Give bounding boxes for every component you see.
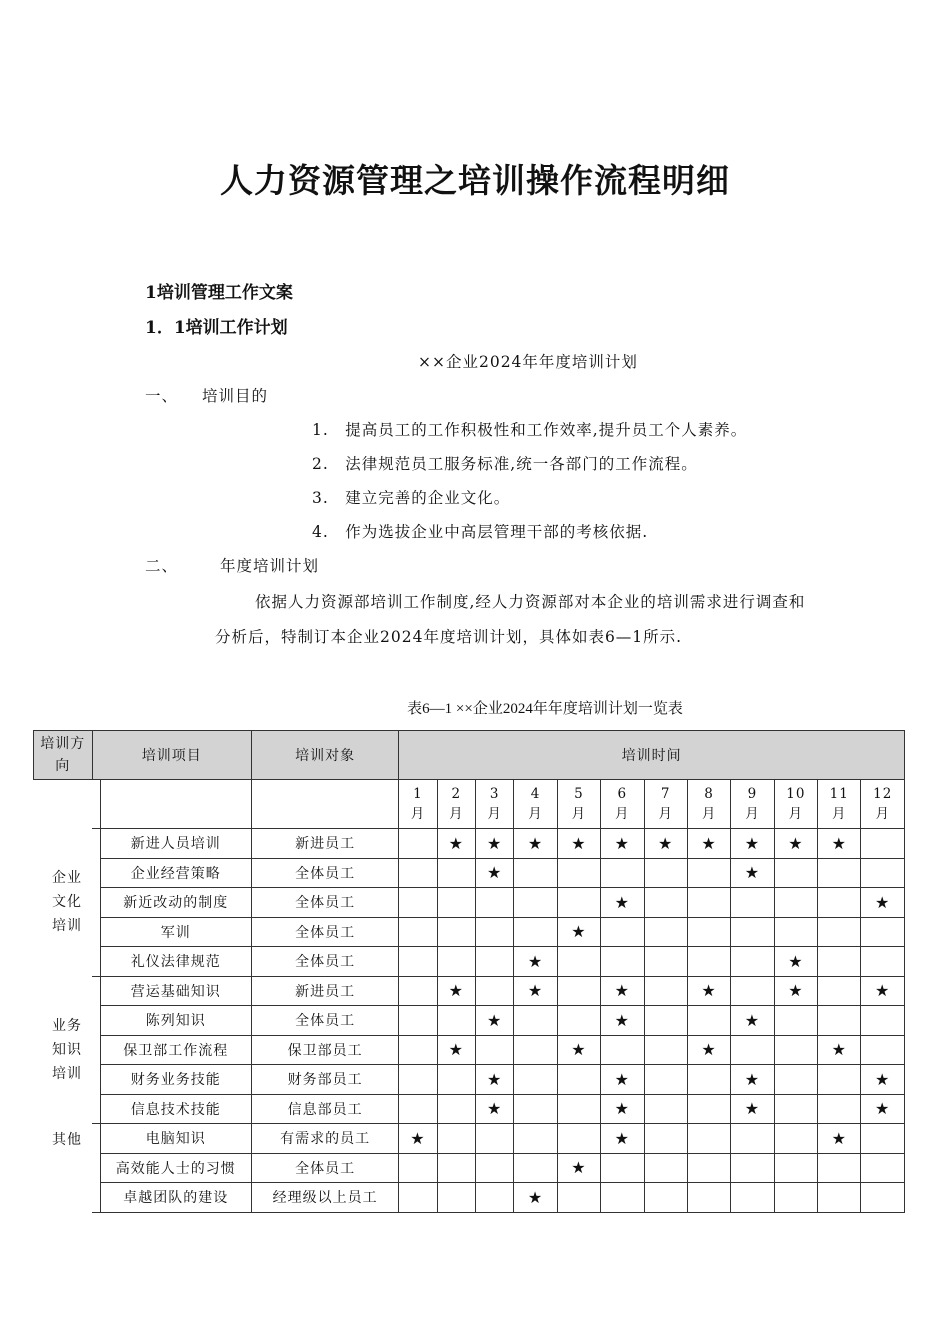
category-cell: [52, 976, 100, 1124]
month-cell: [861, 1183, 905, 1213]
month-header: 12 月: [861, 780, 905, 829]
star-icon: ★: [831, 1040, 847, 1060]
month-cell: [818, 1065, 861, 1095]
month-cell: [514, 947, 557, 977]
star-icon: ★: [701, 833, 717, 853]
month-cell: [514, 917, 557, 947]
month-cell: [437, 947, 475, 977]
month-cell: [601, 1183, 644, 1213]
subsection-heading: 1．1培训工作计划: [145, 318, 288, 338]
star-icon: ★: [744, 833, 761, 853]
month-cell: [437, 858, 475, 888]
month-cell: [818, 829, 861, 859]
month-cell: [818, 1094, 861, 1124]
month-cell: [557, 829, 600, 859]
star-icon: ★: [831, 833, 847, 853]
month-cell: [601, 1035, 644, 1065]
month-cell: [687, 829, 730, 859]
target-cell: 保卫部员工: [251, 1035, 398, 1065]
month-cell: [514, 1035, 557, 1065]
month-cell: [818, 1035, 861, 1065]
target-cell: 新进员工: [251, 829, 398, 859]
star-icon: ★: [571, 1040, 587, 1060]
month-cell: [687, 1065, 730, 1095]
goal-item: 3. 建立完善的企业文化。: [312, 489, 511, 507]
star-icon: ★: [614, 833, 630, 853]
month-cell: [437, 1183, 475, 1213]
month-cell: [644, 1065, 687, 1095]
month-cell: [731, 947, 774, 977]
month-cell: [774, 1065, 817, 1095]
header-item: 培训项目: [92, 731, 251, 780]
section-heading: 1培训管理工作文案: [145, 283, 293, 303]
month-cell: [774, 1153, 817, 1183]
month-cell: [514, 858, 557, 888]
month-cell: [514, 1094, 557, 1124]
target-cell: 经理级以上员工: [251, 1183, 398, 1213]
month-cell: [861, 947, 905, 977]
star-icon: ★: [788, 833, 804, 853]
month-cell: [818, 1183, 861, 1213]
month-cell: [399, 1124, 437, 1154]
item-cell: 信息技术技能: [100, 1094, 251, 1124]
month-header: 9 月: [731, 780, 774, 829]
month-cell: [475, 1183, 513, 1213]
month-cell: [557, 917, 600, 947]
star-icon: ★: [614, 1069, 630, 1089]
month-cell: [475, 917, 513, 947]
month-cell: [861, 917, 905, 947]
month-cell: [557, 1183, 600, 1213]
star-icon: ★: [614, 1099, 630, 1119]
month-cell: [644, 1035, 687, 1065]
star-icon: ★: [486, 863, 503, 883]
month-cell: [687, 947, 730, 977]
month-cell: [601, 829, 644, 859]
month-cell: [644, 917, 687, 947]
table-row: [34, 917, 905, 947]
table-row: [34, 1006, 905, 1036]
part1-label: 培训目的: [202, 387, 269, 405]
item-cell: 企业经营策略: [100, 858, 251, 888]
star-icon: ★: [831, 1128, 847, 1148]
month-cell: [437, 1065, 475, 1095]
category-cell: [52, 829, 100, 977]
month-cell: [861, 1153, 905, 1183]
goal-item: 4. 作为选拔企业中高层管理干部的考核依据.: [312, 523, 649, 541]
month-cell: [861, 858, 905, 888]
month-cell: [399, 888, 437, 918]
month-cell: [644, 1006, 687, 1036]
month-cell: [601, 858, 644, 888]
star-icon: ★: [448, 1040, 464, 1060]
target-cell: 全体员工: [251, 858, 398, 888]
month-cell: [399, 1065, 437, 1095]
item-cell: 军训: [100, 917, 251, 947]
month-cell: [818, 1153, 861, 1183]
item-cell: 礼仪法律规范: [100, 947, 251, 977]
month-header: 2 月: [437, 780, 475, 829]
month-cell: [731, 976, 774, 1006]
month-cell: [514, 976, 557, 1006]
month-cell: [774, 1006, 817, 1036]
month-cell: [818, 947, 861, 977]
target-cell: 全体员工: [251, 1006, 398, 1036]
month-cell: [731, 917, 774, 947]
month-cell: [514, 1006, 557, 1036]
month-cell: [687, 1035, 730, 1065]
month-cell: [644, 1183, 687, 1213]
month-cell: [644, 976, 687, 1006]
month-cell: [514, 1124, 557, 1154]
table-row: [34, 1065, 905, 1095]
month-cell: [475, 858, 513, 888]
target-cell: 全体员工: [251, 947, 398, 977]
item-cell: 高效能人士的习惯: [100, 1153, 251, 1183]
month-cell: [731, 888, 774, 918]
month-cell: [818, 888, 861, 918]
month-cell: [731, 1124, 774, 1154]
month-cell: [399, 1094, 437, 1124]
month-cell: [399, 1035, 437, 1065]
month-cell: [437, 888, 475, 918]
month-cell: [861, 1065, 905, 1095]
month-cell: [774, 829, 817, 859]
month-header: 11 月: [818, 780, 861, 829]
month-cell: [601, 1006, 644, 1036]
month-cell: [514, 1183, 557, 1213]
item-cell: 卓越团队的建设: [100, 1183, 251, 1213]
month-cell: [437, 1153, 475, 1183]
month-cell: [687, 976, 730, 1006]
target-cell: 全体员工: [251, 1153, 398, 1183]
month-cell: [861, 1094, 905, 1124]
star-icon: ★: [571, 1158, 587, 1178]
month-cell: [475, 1094, 513, 1124]
month-cell: [774, 888, 817, 918]
part2-number: 二、: [145, 557, 179, 575]
month-header: 10 月: [774, 780, 817, 829]
table-row: [34, 858, 905, 888]
month-cell: [399, 947, 437, 977]
month-cell: [644, 858, 687, 888]
star-icon: ★: [744, 1099, 761, 1119]
month-cell: [475, 1153, 513, 1183]
month-cell: [861, 1124, 905, 1154]
month-cell: [475, 1006, 513, 1036]
item-cell: 营运基础知识: [100, 976, 251, 1006]
month-cell: [557, 947, 600, 977]
target-cell: 财务部员工: [251, 1065, 398, 1095]
month-cell: [475, 1065, 513, 1095]
category-label: 其他: [52, 1132, 83, 1148]
month-cell: [557, 976, 600, 1006]
month-header: 7 月: [644, 780, 687, 829]
item-cell: 陈列知识: [100, 1006, 251, 1036]
month-cell: [687, 888, 730, 918]
month-cell: [818, 976, 861, 1006]
star-icon: ★: [744, 1069, 761, 1089]
month-cell: [774, 858, 817, 888]
month-cell: [601, 917, 644, 947]
month-header: 1 月: [399, 780, 437, 829]
item-cell: 新近改动的制度: [100, 888, 251, 918]
target-cell: 全体员工: [251, 888, 398, 918]
blank-cell: [251, 780, 398, 829]
month-cell: [437, 976, 475, 1006]
month-cell: [557, 1124, 600, 1154]
star-icon: ★: [788, 951, 804, 971]
month-cell: [601, 947, 644, 977]
table-row: [34, 1153, 905, 1183]
month-cell: [601, 1065, 644, 1095]
month-cell: [601, 1124, 644, 1154]
target-cell: 有需求的员工: [251, 1124, 398, 1154]
table-row: [34, 829, 905, 859]
month-cell: [399, 1006, 437, 1036]
month-cell: [818, 858, 861, 888]
month-cell: [731, 829, 774, 859]
goal-item: 1. 提高员工的工作积极性和工作效率,提升员工个人素养。: [312, 421, 748, 439]
table-row: [34, 1183, 905, 1213]
month-cell: [687, 1183, 730, 1213]
star-icon: ★: [448, 833, 464, 853]
month-cell: [687, 917, 730, 947]
month-cell: [644, 1153, 687, 1183]
blank-cell: [100, 780, 251, 829]
month-cell: [601, 1094, 644, 1124]
month-cell: [818, 1124, 861, 1154]
month-cell: [399, 829, 437, 859]
month-cell: [774, 917, 817, 947]
month-cell: [731, 1065, 774, 1095]
table-header-row: [34, 731, 905, 780]
header-time: 培训时间: [399, 731, 905, 780]
star-icon: ★: [875, 892, 891, 912]
table-row: [34, 1035, 905, 1065]
month-cell: [818, 917, 861, 947]
month-cell: [475, 829, 513, 859]
star-icon: ★: [658, 833, 674, 853]
month-cell: [861, 976, 905, 1006]
month-cell: [514, 888, 557, 918]
month-cell: [601, 888, 644, 918]
star-icon: ★: [527, 833, 544, 853]
blank-cell: [92, 780, 100, 829]
month-cell: [861, 1006, 905, 1036]
month-cell: [774, 1035, 817, 1065]
table-row: [34, 1124, 905, 1154]
month-cell: [557, 1006, 600, 1036]
star-icon: ★: [448, 981, 464, 1001]
month-cell: [399, 917, 437, 947]
month-header: 4 月: [514, 780, 557, 829]
month-cell: [437, 917, 475, 947]
month-cell: [514, 829, 557, 859]
month-cell: [437, 1035, 475, 1065]
month-cell: [687, 1006, 730, 1036]
star-icon: ★: [614, 981, 630, 1001]
category-label: 企业文化培训: [52, 870, 83, 935]
goal-item: 2. 法律规范员工服务标准,统一各部门的工作流程。: [312, 455, 698, 473]
star-icon: ★: [614, 1010, 630, 1030]
star-icon: ★: [701, 1040, 717, 1060]
month-cell: [861, 888, 905, 918]
star-icon: ★: [614, 892, 630, 912]
month-cell: [644, 947, 687, 977]
month-cell: [774, 1094, 817, 1124]
month-cell: [644, 1094, 687, 1124]
month-cell: [399, 858, 437, 888]
training-plan-table: [33, 730, 905, 1213]
month-cell: [644, 888, 687, 918]
month-cell: [437, 1094, 475, 1124]
month-header: 3 月: [475, 780, 513, 829]
month-cell: [861, 829, 905, 859]
table-row: [34, 888, 905, 918]
month-cell: [399, 1153, 437, 1183]
month-cell: [774, 976, 817, 1006]
star-icon: ★: [571, 833, 587, 853]
month-cell: [644, 1124, 687, 1154]
month-cell: [731, 1183, 774, 1213]
item-cell: 财务业务技能: [100, 1065, 251, 1095]
month-cell: [475, 888, 513, 918]
month-cell: [399, 1183, 437, 1213]
header-direction: 培训方向: [34, 731, 93, 780]
month-cell: [601, 976, 644, 1006]
month-cell: [475, 1035, 513, 1065]
star-icon: ★: [527, 981, 544, 1001]
blank-cell: [34, 780, 93, 829]
month-header: 5 月: [557, 780, 600, 829]
target-cell: 新进员工: [251, 976, 398, 1006]
month-cell: [437, 1006, 475, 1036]
star-icon: ★: [486, 1069, 503, 1089]
table-caption: 表6—1 ××企业2024年年度培训计划一览表: [407, 701, 683, 717]
star-icon: ★: [486, 1099, 503, 1119]
month-cell: [731, 1006, 774, 1036]
month-header: 6 月: [601, 780, 644, 829]
table-row: [34, 1094, 905, 1124]
page-title: 人力资源管理之培训操作流程明细: [220, 161, 730, 200]
star-icon: ★: [875, 1069, 891, 1089]
star-icon: ★: [614, 1128, 630, 1148]
month-header: 8 月: [687, 780, 730, 829]
months-row: [34, 780, 905, 829]
month-cell: [774, 1183, 817, 1213]
month-cell: [774, 1124, 817, 1154]
plan-title: ××企业2024年年度培训计划: [418, 353, 638, 371]
month-cell: [861, 1035, 905, 1065]
month-cell: [557, 1035, 600, 1065]
month-cell: [557, 858, 600, 888]
part2-label: 年度培训计划: [220, 557, 320, 575]
header-target: 培训对象: [251, 731, 398, 780]
star-icon: ★: [486, 833, 503, 853]
month-cell: [601, 1153, 644, 1183]
table-row: [34, 947, 905, 977]
month-cell: [557, 1065, 600, 1095]
month-cell: [687, 858, 730, 888]
part1-number: 一、: [145, 387, 179, 405]
target-cell: 全体员工: [251, 917, 398, 947]
category-label: 业务知识培训: [52, 1017, 83, 1082]
month-cell: [644, 829, 687, 859]
item-cell: 电脑知识: [100, 1124, 251, 1154]
star-icon: ★: [744, 863, 761, 883]
star-icon: ★: [875, 981, 891, 1001]
month-cell: [557, 1094, 600, 1124]
month-cell: [475, 947, 513, 977]
table-row: [34, 976, 905, 1006]
month-cell: [774, 947, 817, 977]
body-paragraph: 依据人力资源部培训工作制度,经人力资源部对本企业的培训需求进行调查和分析后，特制订本企业2024年度培训计划，具体如表6—1所示.: [215, 593, 806, 646]
star-icon: ★: [486, 1010, 503, 1030]
month-cell: [731, 1153, 774, 1183]
month-cell: [475, 1124, 513, 1154]
star-icon: ★: [571, 922, 587, 942]
month-cell: [437, 829, 475, 859]
star-icon: ★: [701, 981, 717, 1001]
category-cell: [52, 1124, 100, 1213]
month-cell: [731, 1094, 774, 1124]
target-cell: 信息部员工: [251, 1094, 398, 1124]
month-cell: [514, 1153, 557, 1183]
month-cell: [687, 1153, 730, 1183]
star-icon: ★: [788, 981, 804, 1001]
month-cell: [399, 976, 437, 1006]
star-icon: ★: [744, 1010, 761, 1030]
month-cell: [514, 1065, 557, 1095]
star-icon: ★: [527, 951, 544, 971]
month-cell: [731, 1035, 774, 1065]
item-cell: 新进人员培训: [100, 829, 251, 859]
month-cell: [731, 858, 774, 888]
star-icon: ★: [527, 1187, 544, 1207]
month-cell: [437, 1124, 475, 1154]
month-cell: [687, 1124, 730, 1154]
star-icon: ★: [410, 1128, 426, 1148]
star-icon: ★: [875, 1099, 891, 1119]
month-cell: [818, 1006, 861, 1036]
month-cell: [557, 1153, 600, 1183]
month-cell: [557, 888, 600, 918]
month-cell: [475, 976, 513, 1006]
month-cell: [687, 1094, 730, 1124]
item-cell: 保卫部工作流程: [100, 1035, 251, 1065]
